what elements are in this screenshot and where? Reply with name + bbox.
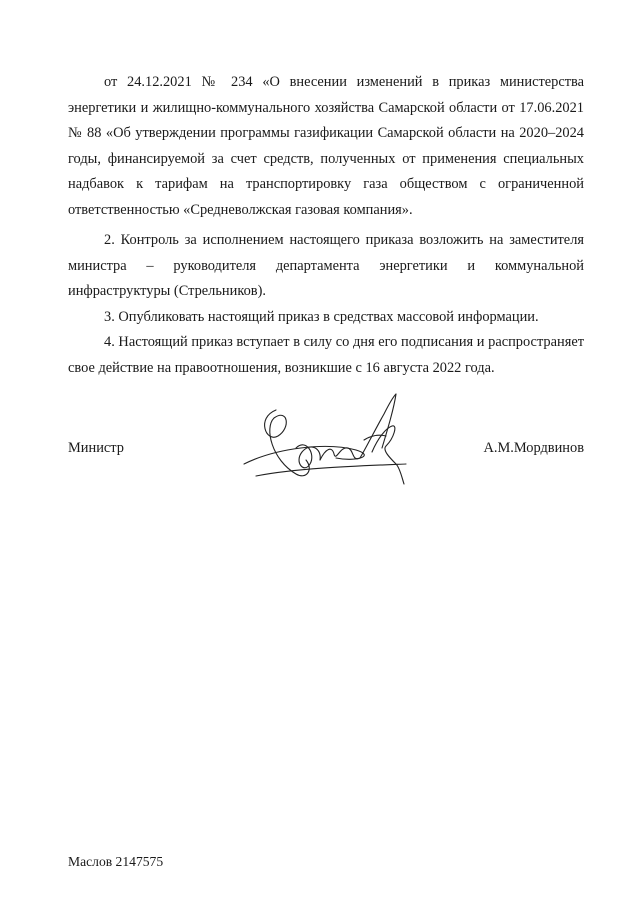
- signer-name: А.М.Мордвинов: [483, 440, 584, 456]
- signer-title: Министр: [68, 440, 124, 456]
- paragraph-2-control: 2. Контроль за исполнением настоящего приказа возложить на заместителя министра – руководителя департамента энергетики и коммунальной инфраструктуры (Стрельников).: [68, 232, 584, 300]
- paragraph-3-publish: 3. Опубликовать настоящий приказ в средствах массовой информации.: [104, 309, 539, 325]
- paragraph-continued: от 24.12.2021 № 234 «О внесении изменений в приказ министерства энергетики и жилищно-коммунального хозяйства Самарской области от 17.06.2021 № 88 «Об утверждении программы газификации Самарской области на 2020–2024 годы, финансируемой за счет средств, полученных от применения специальных надбавок к тарифам на транспортировку газа обществом с ограниченной ответственностью «Средневолжская газовая компания».: [68, 74, 584, 218]
- handwritten-signature-icon: [236, 388, 426, 498]
- paragraph-4-effective: 4. Настоящий приказ вступает в силу со дня его подписания и распространяет свое действие на правоотношения, возникшие с 16 августа 2022 года.: [68, 334, 584, 376]
- executor-note: Маслов 2147575: [68, 854, 164, 869]
